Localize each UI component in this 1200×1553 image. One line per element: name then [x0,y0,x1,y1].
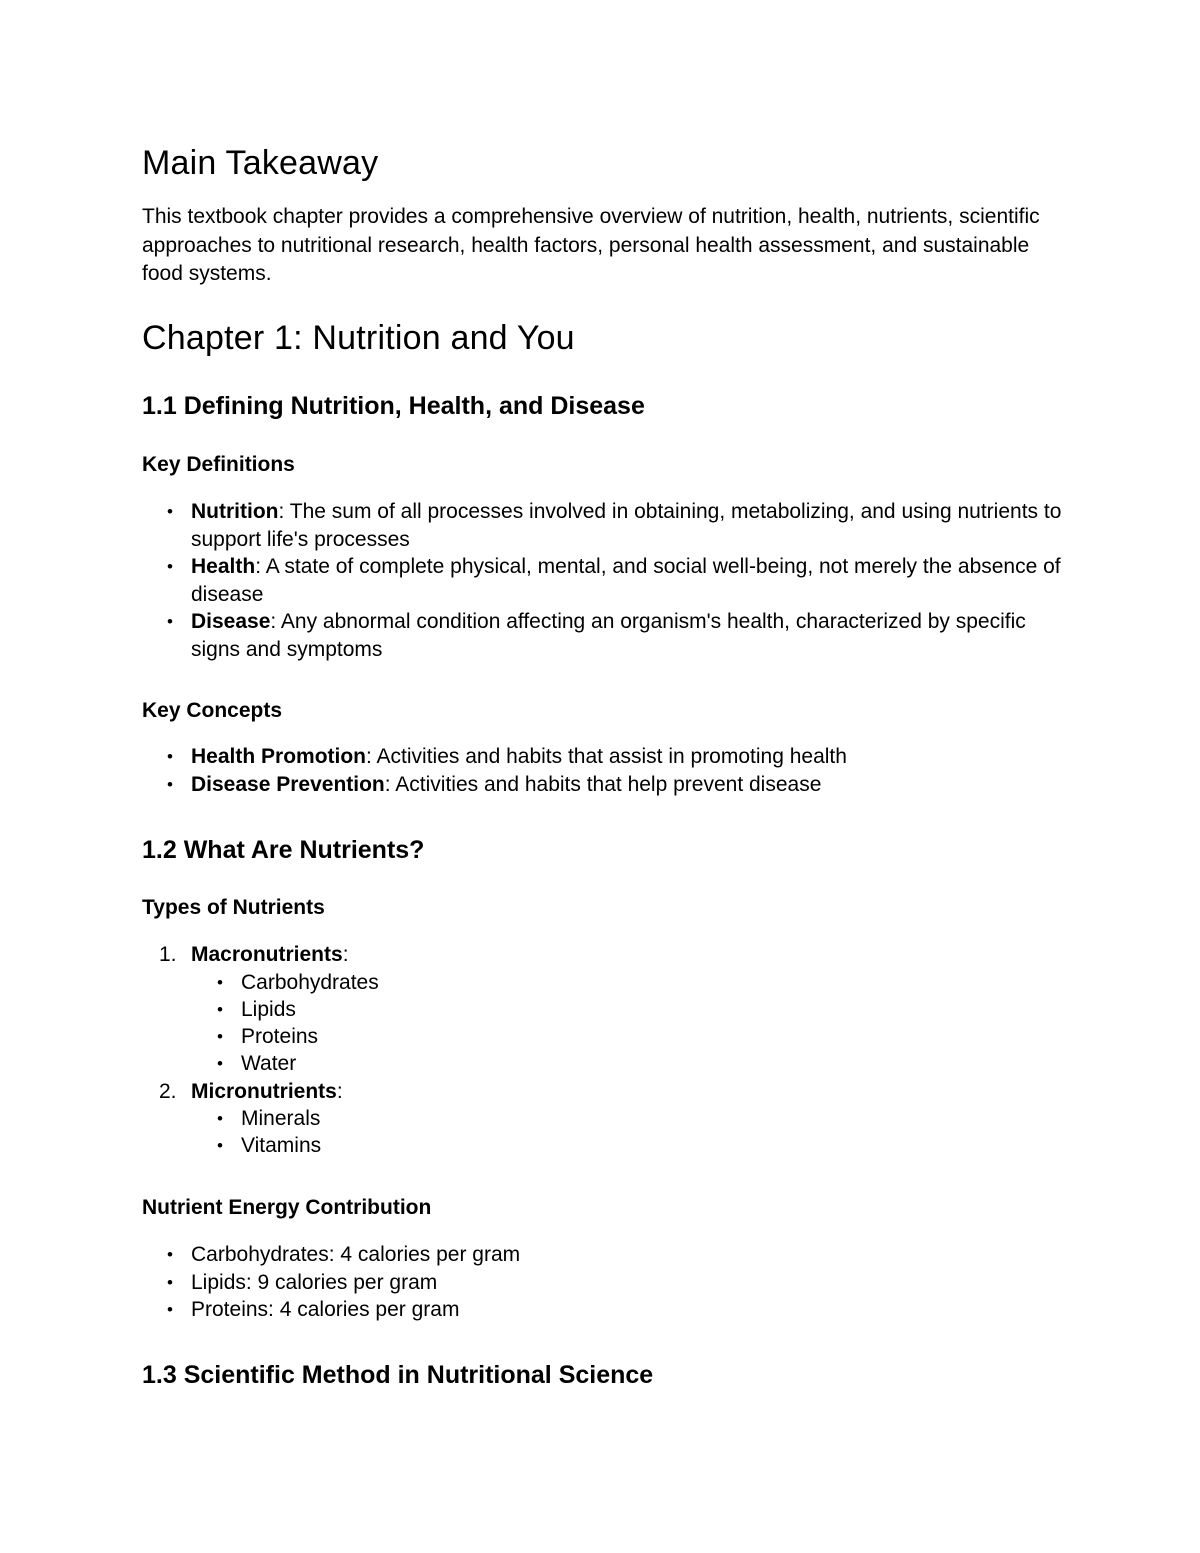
list-item: • Vitamins [142,1132,1072,1159]
list-item: • Water [142,1050,1072,1077]
list-item [142,771,1072,799]
macronutrients-sublist [142,969,1072,1078]
nutrient-types-list [142,941,1072,1160]
list-number: 2. [159,1079,177,1103]
list-item [142,743,1072,771]
definition-text: : Any abnormal condition affecting an organism's health, characterized by specific signs and symptoms [191,610,1026,661]
key-definitions-heading: Key Definitions [142,453,295,476]
definition-text: : A state of complete physical, mental, and social well-being, not merely the absence of disease [191,555,1061,606]
definition-term: Health [191,555,256,578]
list-number: 1. [159,943,177,966]
definition-term: Nutrition [191,500,279,523]
nutrient-group-name: Micronutrients [191,1079,337,1103]
list-item: • Proteins [142,1023,1072,1050]
list-item: • Carbohydrates [142,969,1072,996]
group-suffix: : [342,943,349,966]
list-item [142,1078,1072,1160]
list-item: • Proteins: 4 calories per gram [142,1296,1072,1324]
section-1-1-title: 1.1 Defining Nutrition, Health, and Disease [142,392,645,420]
energy-contribution-heading: Nutrient Energy Contribution [142,1196,432,1219]
group-suffix: : [336,1079,343,1103]
key-concepts-list [142,743,1072,798]
chapter-title: Chapter 1: Nutrition and You [142,319,575,357]
definition-text: : The sum of all processes involved in obtaining, metabolizing, and using nutrients to support life's processes [191,500,1062,551]
list-item: • Minerals [142,1105,1072,1132]
types-of-nutrients-heading: Types of Nutrients [142,896,325,919]
main-takeaway-summary: This textbook chapter provides a comprehensive overview of nutrition, health, nutrients, scientific approaches to nutritional research, health factors, personal health assessment, and sustainable food systems. [142,205,1040,285]
main-takeaway-heading: Main Takeaway [142,144,379,182]
list-item: • Lipids [142,996,1072,1023]
key-concepts-heading: Key Concepts [142,699,283,722]
nutrient-group-name: Macronutrients [191,943,343,966]
list-item [142,498,1072,553]
section-1-2-title: 1.2 What Are Nutrients? [142,836,425,864]
concept-text: : Activities and habits that assist in promoting health [366,745,847,768]
energy-contribution-list [142,1241,1072,1324]
list-item [142,608,1072,663]
concept-term: Health Promotion [191,745,367,768]
list-item [142,941,1072,1078]
concept-term: Disease Prevention [191,772,385,796]
key-definitions-list [142,498,1072,663]
definition-term: Disease [191,610,271,633]
micronutrients-sublist [142,1105,1072,1160]
section-1-3-title: 1.3 Scientific Method in Nutritional Science [142,1361,654,1389]
list-item [142,553,1072,608]
list-item: • Carbohydrates: 4 calories per gram [142,1241,1072,1269]
list-item: • Lipids: 9 calories per gram [142,1269,1072,1297]
concept-text: : Activities and habits that help prevent disease [384,772,822,796]
